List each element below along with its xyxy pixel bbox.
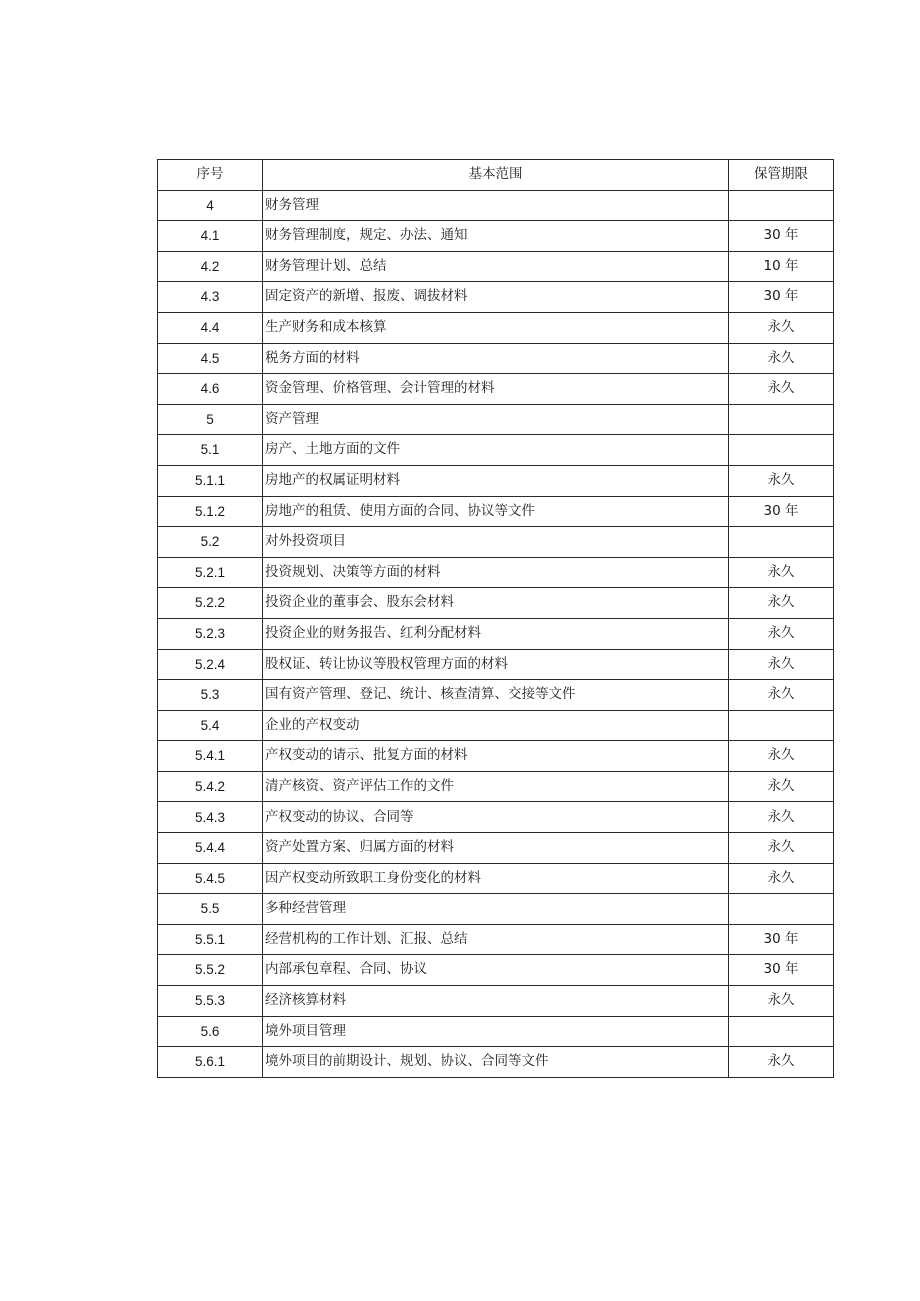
row-number: 5.2.2 (158, 588, 263, 619)
row-number: 5.5.1 (158, 924, 263, 955)
row-retention-period (729, 190, 834, 221)
row-scope: 产权变动的协议、合同等 (263, 802, 729, 833)
row-retention-period: 30 年 (729, 221, 834, 252)
row-number: 4.1 (158, 221, 263, 252)
row-number: 4.5 (158, 343, 263, 374)
table-header-row (158, 160, 834, 191)
table-row (158, 557, 834, 588)
row-number: 5.4 (158, 710, 263, 741)
row-scope: 国有资产管理、登记、统计、核查清算、交接等文件 (263, 680, 729, 711)
table-row (158, 741, 834, 772)
row-scope: 对外投资项目 (263, 527, 729, 558)
row-number: 5.4.5 (158, 863, 263, 894)
row-number: 5.1 (158, 435, 263, 466)
row-scope: 财务管理制度，规定、办法、通知 (263, 221, 729, 252)
row-retention-period: 永久 (729, 649, 834, 680)
table-row (158, 527, 834, 558)
table-row (158, 863, 834, 894)
row-scope: 资金管理、价格管理、会计管理的材料 (263, 374, 729, 405)
table-row (158, 221, 834, 252)
row-number: 5.6 (158, 1016, 263, 1047)
row-scope: 经营机构的工作计划、汇报、总结 (263, 924, 729, 955)
table-row (158, 465, 834, 496)
table-row (158, 986, 834, 1017)
table-row (158, 1016, 834, 1047)
table-row (158, 924, 834, 955)
row-scope: 因产权变动所致职工身份变化的材料 (263, 863, 729, 894)
row-scope: 财务管理 (263, 190, 729, 221)
row-retention-period: 永久 (729, 374, 834, 405)
retention-schedule-table (157, 159, 834, 1078)
header-number: 序号 (158, 160, 263, 191)
row-number: 5.2.4 (158, 649, 263, 680)
table-row (158, 435, 834, 466)
row-scope: 固定资产的新增、报废、调拔材料 (263, 282, 729, 313)
row-scope: 税务方面的材料 (263, 343, 729, 374)
row-retention-period: 永久 (729, 618, 834, 649)
table-row (158, 618, 834, 649)
row-number: 5.4.4 (158, 833, 263, 864)
row-scope: 投资企业的财务报告、红利分配材料 (263, 618, 729, 649)
row-scope: 产权变动的请示、批复方面的材料 (263, 741, 729, 772)
row-retention-period: 永久 (729, 863, 834, 894)
row-retention-period (729, 404, 834, 435)
row-scope: 房产、土地方面的文件 (263, 435, 729, 466)
table-row (158, 1047, 834, 1078)
row-retention-period: 30 年 (729, 955, 834, 986)
row-retention-period: 永久 (729, 343, 834, 374)
row-scope: 资产管理 (263, 404, 729, 435)
row-number: 5.5.2 (158, 955, 263, 986)
row-number: 5.5 (158, 894, 263, 925)
row-number: 4.4 (158, 312, 263, 343)
row-number: 5.2.3 (158, 618, 263, 649)
row-number: 5.2.1 (158, 557, 263, 588)
row-number: 5.4.1 (158, 741, 263, 772)
table-row (158, 680, 834, 711)
table-row (158, 404, 834, 435)
row-retention-period (729, 1016, 834, 1047)
table-row (158, 251, 834, 282)
row-number: 4.6 (158, 374, 263, 405)
row-retention-period: 永久 (729, 771, 834, 802)
row-number: 5.1.1 (158, 465, 263, 496)
table-row (158, 190, 834, 221)
row-retention-period (729, 435, 834, 466)
row-retention-period: 永久 (729, 802, 834, 833)
row-retention-period: 永久 (729, 833, 834, 864)
row-scope: 内部承包章程、合同、协议 (263, 955, 729, 986)
row-scope: 经济核算材料 (263, 986, 729, 1017)
table-row (158, 771, 834, 802)
row-number: 5.4.3 (158, 802, 263, 833)
row-number: 5.2 (158, 527, 263, 558)
row-retention-period (729, 527, 834, 558)
row-number: 5.3 (158, 680, 263, 711)
table-row (158, 588, 834, 619)
table-row (158, 496, 834, 527)
table-row (158, 374, 834, 405)
row-number: 5.6.1 (158, 1047, 263, 1078)
table-row (158, 710, 834, 741)
row-number: 4.2 (158, 251, 263, 282)
table-row (158, 802, 834, 833)
row-retention-period: 永久 (729, 312, 834, 343)
table-row (158, 955, 834, 986)
row-retention-period: 永久 (729, 557, 834, 588)
row-scope: 投资规划、决策等方面的材料 (263, 557, 729, 588)
row-number: 5.1.2 (158, 496, 263, 527)
row-number: 4 (158, 190, 263, 221)
row-retention-period (729, 710, 834, 741)
header-period: 保管期限 (729, 160, 834, 191)
row-retention-period: 永久 (729, 680, 834, 711)
row-scope: 投资企业的董事会、股东会材料 (263, 588, 729, 619)
row-number: 5.4.2 (158, 771, 263, 802)
row-retention-period (729, 894, 834, 925)
row-retention-period: 永久 (729, 588, 834, 619)
row-scope: 清产核资、资产评估工作的文件 (263, 771, 729, 802)
table-row (158, 343, 834, 374)
row-retention-period: 10 年 (729, 251, 834, 282)
row-retention-period: 30 年 (729, 282, 834, 313)
row-scope: 房地产的权属证明材料 (263, 465, 729, 496)
row-scope: 资产处置方案、归属方面的材料 (263, 833, 729, 864)
row-retention-period: 永久 (729, 986, 834, 1017)
table-row (158, 312, 834, 343)
table-body (158, 190, 834, 1077)
row-scope: 境外项目的前期设计、规划、协议、合同等文件 (263, 1047, 729, 1078)
row-number: 5.5.3 (158, 986, 263, 1017)
row-scope: 房地产的租赁、使用方面的合同、协议等文件 (263, 496, 729, 527)
header-scope: 基本范围 (263, 160, 729, 191)
row-number: 5 (158, 404, 263, 435)
row-retention-period: 30 年 (729, 496, 834, 527)
row-scope: 股权证、转让协议等股权管理方面的材料 (263, 649, 729, 680)
table-row (158, 833, 834, 864)
table-row (158, 894, 834, 925)
row-number: 4.3 (158, 282, 263, 313)
row-retention-period: 30 年 (729, 924, 834, 955)
row-scope: 生产财务和成本核算 (263, 312, 729, 343)
row-retention-period: 永久 (729, 741, 834, 772)
row-scope: 财务管理计划、总结 (263, 251, 729, 282)
row-scope: 企业的产权变动 (263, 710, 729, 741)
table-row (158, 282, 834, 313)
table-row (158, 649, 834, 680)
row-retention-period: 永久 (729, 465, 834, 496)
row-retention-period: 永久 (729, 1047, 834, 1078)
row-scope: 境外项目管理 (263, 1016, 729, 1047)
row-scope: 多种经营管理 (263, 894, 729, 925)
